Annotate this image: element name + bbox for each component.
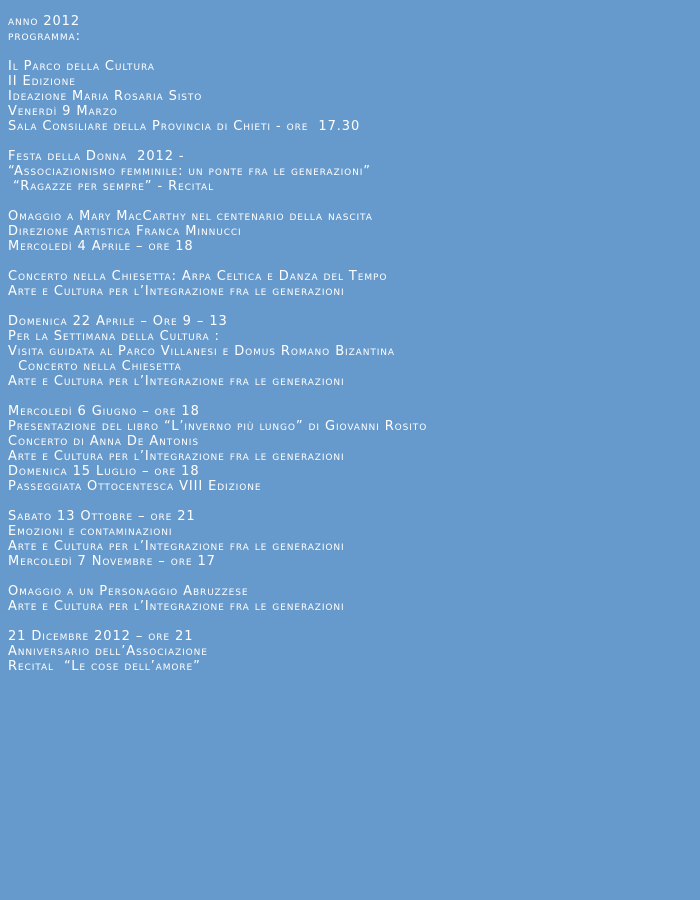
program-line: “Ragazze per sempre” - Recital <box>8 179 215 194</box>
program-line: “Associazionismo femminile: un ponte fra le generazioni” <box>8 164 371 179</box>
program-line: Sala Consiliare della Provincia di Chieti - ore 17.30 <box>8 119 361 134</box>
program-line: Arte e Cultura per l’Integrazione fra le generazioni <box>8 374 345 389</box>
program-line: Mercoledì 7 Novembre – ore 17 <box>8 554 216 569</box>
program-line: Visita guidata al Parco Villanesi e Domus Romano Bizantina <box>8 344 395 359</box>
program-line: Venerdì 9 Marzo <box>8 104 118 119</box>
program-text <box>8 14 694 674</box>
block-spacer <box>8 569 694 584</box>
program-line: Domenica 22 Aprile – Ore 9 – 13 <box>8 314 228 329</box>
block-spacer <box>8 494 694 509</box>
program-line: Anniversario dell’Associazione <box>8 644 208 659</box>
program-line: Passeggiata Ottocentesca VIII Edizione <box>8 479 262 494</box>
program-line: II Edizione <box>8 74 76 89</box>
block-spacer <box>8 389 694 404</box>
program-line: Concerto di Anna De Antonis <box>8 434 199 449</box>
block-spacer <box>8 194 694 209</box>
program-line: Direzione Artistica Franca Minnucci <box>8 224 242 239</box>
program-line: Ideazione Maria Rosaria Sisto <box>8 89 203 104</box>
program-line: Concerto nella Chiesetta: Arpa Celtica e Danza del Tempo <box>8 269 388 284</box>
program-line: Festa della Donna 2012 - <box>8 149 185 164</box>
program-line: Arte e Cultura per l’Integrazione fra le generazioni <box>8 599 345 614</box>
program-line: Domenica 15 Luglio – ore 18 <box>8 464 200 479</box>
block-spacer <box>8 614 694 629</box>
program-line: Concerto nella Chiesetta <box>8 359 182 374</box>
program-line: 21 Dicembre 2012 – ore 21 <box>8 629 194 644</box>
program-line: Arte e Cultura per l’Integrazione fra le generazioni <box>8 449 345 464</box>
block-spacer <box>8 44 694 59</box>
block-spacer <box>8 254 694 269</box>
program-line: Recital “Le cose dell’amore” <box>8 659 201 674</box>
program-line: Presentazione del libro “L’inverno più lungo” di Giovanni Rosito <box>8 419 428 434</box>
program-line: Emozioni e contaminazioni <box>8 524 173 539</box>
program-line: Il Parco della Cultura <box>8 59 155 74</box>
program-line: Sabato 13 Ottobre – ore 21 <box>8 509 196 524</box>
program-line: Mercoledì 6 Giugno – ore 18 <box>8 404 200 419</box>
program-line: Arte e Cultura per l’Integrazione fra le generazioni <box>8 284 345 299</box>
program-line: Omaggio a un Personaggio Abruzzese <box>8 584 249 599</box>
block-spacer <box>8 134 694 149</box>
block-spacer <box>8 299 694 314</box>
program-line: Arte e Cultura per l’Integrazione fra le generazioni <box>8 539 345 554</box>
program-line: anno 2012 <box>8 14 81 29</box>
program-line: Omaggio a Mary MacCarthy nel centenario della nascita <box>8 209 373 224</box>
program-line: Mercoledì 4 Aprile – ore 18 <box>8 239 194 254</box>
program-line: Per la Settimana della Cultura : <box>8 329 220 344</box>
program-line: programma: <box>8 29 81 44</box>
